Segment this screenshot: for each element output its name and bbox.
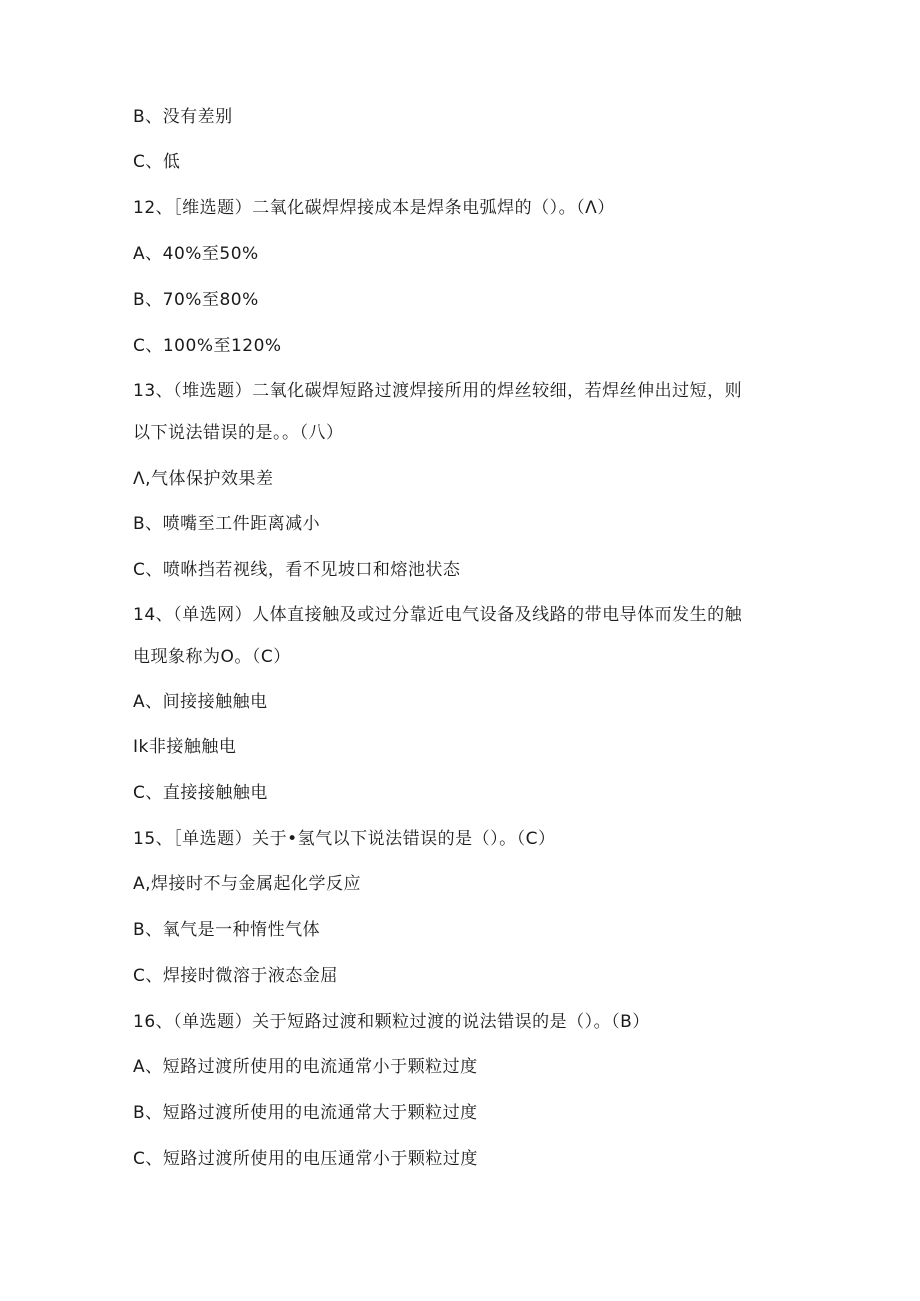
question-14-line-2: 电现象称为O。（C） <box>133 647 291 667</box>
option-b-q14: Ik非接触触电 <box>133 737 237 757</box>
question-15: 15、［单选题）关于•氢气以下说法错误的是（）。（C） <box>133 829 556 849</box>
question-13-line-1: 13、（堆选题）二氧化碳焊短路过渡焊接所用的焊丝较细，若焊丝伸出过短，则 <box>133 381 743 401</box>
question-14-line-1: 14、（单选网）人体直接触及或过分靠近电气设备及线路的带电导体而发生的触 <box>133 605 743 625</box>
option-c-q11: C、低 <box>133 152 181 172</box>
option-c-q12: C、100%至120% <box>133 336 282 356</box>
option-b-q16: B、短路过渡所使用的电流通常大于颗粒过度 <box>133 1103 478 1123</box>
option-a-q15: A,焊接时不与金属起化学反应 <box>133 874 362 894</box>
option-a-q13: Λ,气体保护效果差 <box>133 469 274 489</box>
option-a-q14: A、间接接触触电 <box>133 692 268 712</box>
option-b-q12: B、70%至80% <box>133 290 259 310</box>
option-b-q13: B、喷嘴至工件距离减小 <box>133 514 321 534</box>
option-c-q13: C、喷咻挡若视线，看不见坡口和熔池状态 <box>133 560 461 580</box>
option-c-q16: C、短路过渡所使用的电压通常小于颗粒过度 <box>133 1149 478 1169</box>
option-b-q11: B、没有差别 <box>133 107 233 127</box>
question-16: 16、（单选题）关于短路过渡和颗粒过渡的说法错误的是（）。（B） <box>133 1012 650 1032</box>
option-c-q14: C、直接接触触电 <box>133 783 268 803</box>
option-c-q15: C、焊接时微溶于液态金屈 <box>133 966 338 986</box>
option-a-q16: A、短路过渡所使用的电流通常小于颗粒过度 <box>133 1057 478 1077</box>
question-12: 12、［维选题）二氧化碳焊焊接成本是焊条电弧焊的（）。（Λ） <box>133 198 615 218</box>
option-b-q15: B、氧气是一种惰性气体 <box>133 920 321 940</box>
question-13-line-2: 以下说法错误的是。。（八） <box>133 423 344 443</box>
option-a-q12: A、40%至50% <box>133 244 259 264</box>
